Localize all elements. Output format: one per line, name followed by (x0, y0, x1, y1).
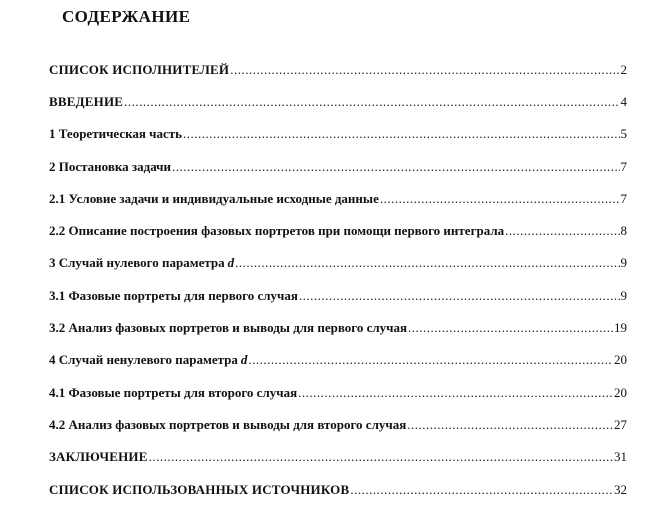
toc-page-number: 9 (620, 288, 627, 303)
dot-leader (505, 222, 619, 240)
toc-entry-label: ЗАКЛЮЧЕНИЕ (49, 449, 148, 464)
toc-page-number: 4 (620, 94, 627, 109)
toc-entry-label: 4.1 Фазовые портреты для второго случая (49, 385, 298, 400)
toc-entry-label: 3.1 Фазовые портреты для первого случая (49, 288, 298, 303)
toc-entry-label: 2.2 Описание построения фазовых портретов при помощи первого интеграла (49, 223, 505, 238)
toc-entry-section-2-2[interactable] (49, 222, 627, 240)
dot-leader (380, 190, 620, 208)
toc-entry-label: СПИСОК ИСПОЛНИТЕЛЕЙ (49, 62, 230, 77)
toc-entry-authors[interactable] (49, 61, 627, 79)
dot-leader (230, 61, 619, 79)
toc-page-number: 32 (614, 482, 627, 497)
toc-entry-label: СПИСОК ИСПОЛЬЗОВАННЫХ ИСТОЧНИКОВ (49, 482, 350, 497)
toc-entry-label: 2.1 Условие задачи и индивидуальные исходные данные (49, 191, 379, 206)
toc-page-number: 20 (614, 352, 627, 367)
toc-entry-section-3-2[interactable] (49, 319, 627, 337)
toc-page-number: 19 (614, 320, 627, 335)
dot-leader (298, 384, 613, 402)
toc-page-number: 31 (614, 449, 627, 464)
toc-page-number: 20 (614, 385, 627, 400)
dot-leader (149, 448, 613, 466)
toc-entry-label-text: 4 Случай ненулевого параметра (49, 352, 238, 367)
toc-title: СОДЕРЖАНИЕ (62, 7, 191, 26)
dot-leader (248, 351, 613, 369)
toc-page-number: 27 (614, 417, 627, 432)
toc-entry-section-3-1[interactable] (49, 287, 627, 305)
toc-entry-section-4-1[interactable] (49, 384, 627, 402)
dot-leader (407, 416, 613, 434)
toc-entry-label (49, 351, 247, 369)
toc-entry-label: 1 Теоретическая часть (49, 126, 183, 141)
toc-entry-section-1[interactable] (49, 125, 627, 143)
toc-entry-section-4[interactable] (49, 351, 627, 369)
toc-entry-label: 3.2 Анализ фазовых портретов и выводы для первого случая (49, 320, 408, 335)
toc-entry-section-3[interactable] (49, 254, 627, 272)
toc-entry-section-4-2[interactable] (49, 416, 627, 434)
toc-entry-label-text: 3 Случай нулевого параметра (49, 255, 225, 270)
toc-entry-section-2-1[interactable] (49, 190, 627, 208)
toc-entry-label: ВВЕДЕНИЕ (49, 94, 124, 109)
toc-page-number: 8 (620, 223, 627, 238)
dot-leader (299, 287, 620, 305)
toc-entry-label (49, 254, 234, 272)
toc-entry-label: 2 Постановка задачи (49, 159, 172, 174)
toc-entry-conclusion[interactable] (49, 448, 627, 466)
toc-entry-label: 4.2 Анализ фазовых портретов и выводы для второго случая (49, 417, 407, 432)
toc-page-number: 9 (620, 255, 627, 270)
toc-page-number: 7 (620, 191, 627, 206)
toc-page-number: 5 (620, 126, 627, 141)
parameter-symbol: d (240, 352, 248, 367)
dot-leader (235, 254, 619, 272)
toc-entry-introduction[interactable] (49, 93, 627, 111)
dot-leader (350, 481, 613, 499)
dot-leader (124, 93, 619, 111)
dot-leader (183, 125, 619, 143)
dot-leader (408, 319, 613, 337)
dot-leader (172, 158, 619, 176)
toc-entry-references[interactable] (49, 481, 627, 499)
toc-page-number: 7 (620, 159, 627, 174)
parameter-symbol: d (227, 255, 235, 270)
toc-page-number: 2 (620, 62, 627, 77)
toc-entry-section-2[interactable] (49, 158, 627, 176)
